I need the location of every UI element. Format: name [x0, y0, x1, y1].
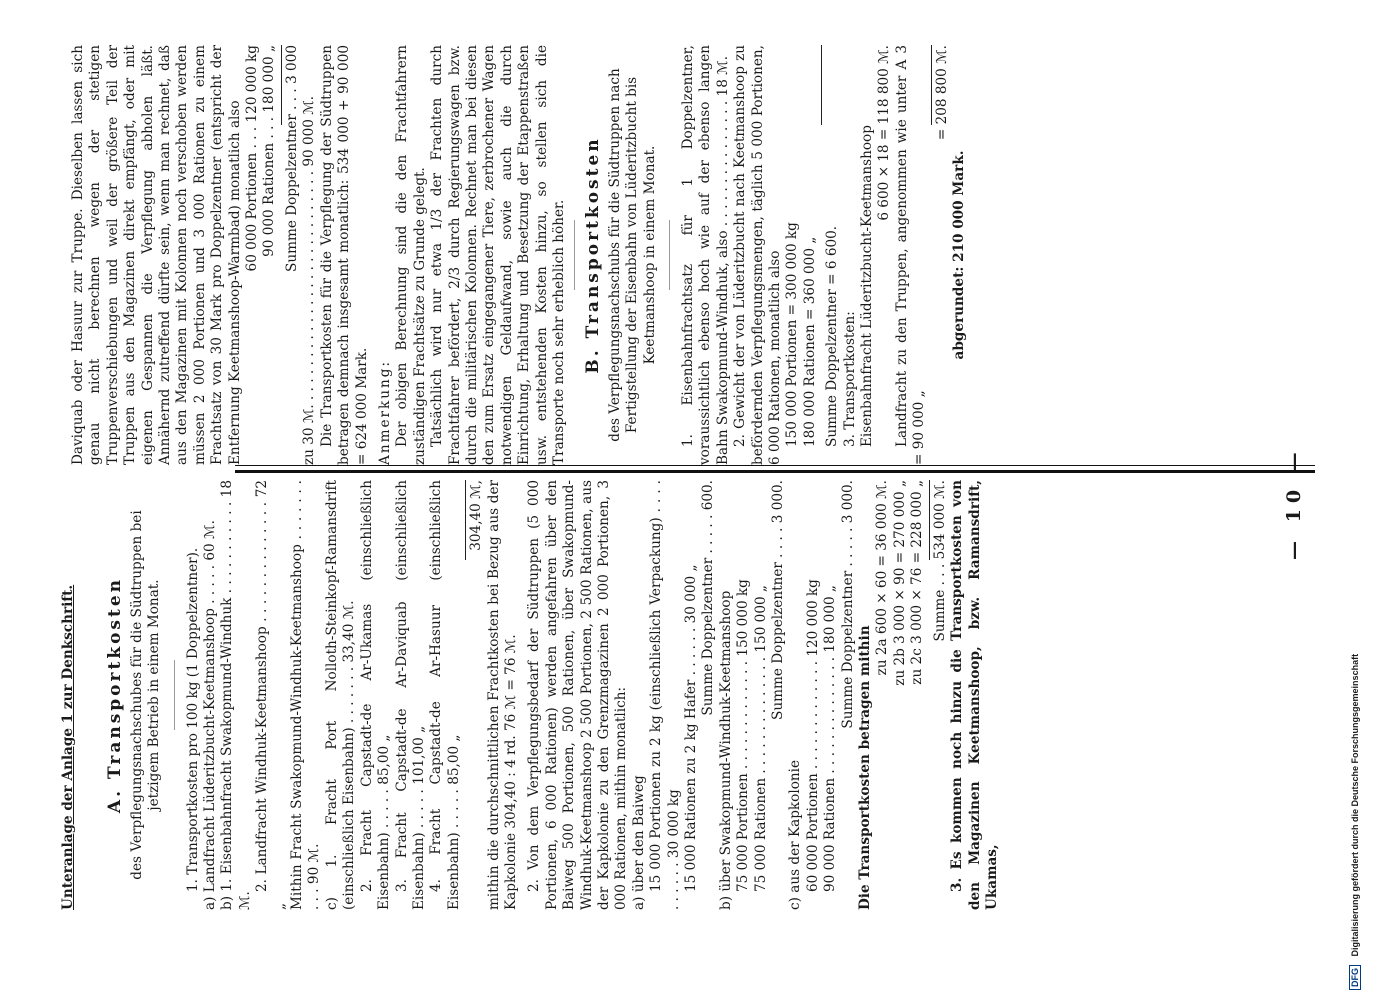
text-s5: Summe Doppelzentner = 6 600. — [824, 225, 841, 447]
text-s8: 6 600 × 18 = 118 800 ℳ. — [876, 45, 893, 221]
sum-rule-4 — [821, 45, 822, 125]
dfg-note: Digitalisierung gefördert durch die Deutsche Forschungsgemeinschaft — [1350, 653, 1360, 957]
text-d-head: Die Transportkosten betragen mithin — [857, 625, 874, 910]
text-anm: Anmerkung: — [376, 359, 393, 465]
section-b-subtitle: des Verpflegungsnachschubs für die Südtruppen nach Fertigstellung der Eisenbahn von Lüderitzbucht bis Keetmanshoop in einem Monat. — [606, 68, 658, 442]
text-s7: Eisenbahnfracht Lüderitzbucht-Keetmanshoop — [859, 125, 876, 447]
text-s3: 150 000 Portionen = 300 000 kg — [784, 222, 801, 447]
text-b2: 75 000 Rationen . . . . . . . . . . . . . . 150 000 „ — [752, 585, 769, 892]
sum-rule — [465, 480, 466, 560]
column-divider — [235, 465, 1315, 473]
header-text: Unteranlage der Anlage 1 zur Denkschrift. — [60, 584, 76, 910]
text-l10: 304,40 ℳ, — [468, 480, 485, 551]
text-p4: Tatsächlich wird nur etwa 1/3 der Frachten durch Frachtfahrer befördert, 2/3 durch Regierungswagen bzw. durch die militärischen Kolonnen. Rechnet man bei diesen den zum Ersatz eingegangener Tiere, zerbrochener Wagen notwendigen Geldaufwand, sowie auch die durch Einrichtung, Erhaltung und Besetzung der Etappenstraßen usw. entstehenden Kosten hinzu, so stellen sich die Transporte noch sehr erheblich höher. — [429, 45, 567, 465]
text-a-head: a) über den Baiweg — [630, 775, 647, 910]
header-line — [60, 480, 77, 910]
section-b-title: B. Transportkosten — [583, 136, 604, 374]
text-c2: 90 000 Rationen . . . . . . . . . . . . . . 180 000 „ — [822, 585, 839, 892]
text-r2: 90 000 Rationen . . . 180 000 „ — [261, 45, 278, 257]
text-s2: 2. Gewicht der von Lüderitzbucht nach Keetmanshoop zu befördernden Verpflegungsmengen, täglich 5 000 Portionen, 6 000 Rationen, monatlich also — [732, 45, 784, 465]
text-b-head: b) über Swakopmund-Windhuk-Keetmanshoop — [717, 590, 734, 910]
text-d1: zu 2a 600 × 60 = 36 000 ℳ. — [874, 480, 891, 676]
text-s4: 180 000 Rationen = 360 000 „ — [801, 236, 818, 447]
text-l9: 4. Fracht Capstadt-de Ar-Hasuur (einschließlich Eisenbahn) . . . . . 85,00 „ — [428, 480, 462, 910]
text-r1: 60 000 Portionen . . . 120 000 kg — [244, 45, 261, 272]
rule-2 — [574, 220, 575, 290]
text-s11: abgerundet: 210 000 Mark. — [951, 150, 968, 360]
text-s1: 1. Eisenbahnfrachtsatz für 1 Doppelzentner, voraussichtlich ebenso hoch wie auf der ebenso langen Bahn Swakopmund-Windhuk, also . . . . . . . . . . . . . . . 18 ℳ. — [680, 45, 731, 465]
text-c-head: c) aus der Kapkolonie — [787, 759, 804, 910]
text-p2: Die Transportkosten für die Verpflegung der Südtruppen betragen demnach insgesamt monatlich: 534 000 + 90 000 = 624 000 Mark. — [318, 45, 370, 465]
section-a-subtitle: des Verpflegungsnachschubes für die Südtruppen bei jetzigem Betrieb in einem Monat. — [128, 510, 163, 880]
text-p1: Daviquab oder Hasuur zur Truppe. Dieselben lassen sich genau nicht berechnen wegen der stetigen Truppenverschiebungen und weil der größere Teil der Truppen aus den Magazinen direkt empfängt, oder mit eigenen Gespannen die Verpflegung abholen läßt. Annähernd zutreffend dürfte sein, wenn man rechnet, daß aus den Magazinen mit Kolonnen noch verschoben werden müssen 2 000 Portionen und 3 000 Rationen zu einem Frachtsatz von 30 Mark pro Doppelzentner (entspricht der Entfernung Keetmanshoop-Warmbad) monatlich also — [70, 45, 243, 465]
text-a1: 15 000 Portionen zu 2 kg (einschließlich Verpackung) . . . . . . . . . . 30 000 kg — [648, 480, 682, 910]
text-l7: 2. Fracht Capstadt-de Ar-Ukamas (einschließlich Eisenbahn) . . . . . 85,00 „ — [358, 480, 393, 910]
text-p3: Der obigen Berechnung sind die den Frachtfahrern zuständigen Frachtsätze zu Grunde gelegt. — [394, 45, 428, 465]
text-b3: Summe Doppelzentner . . . . 3 000. — [770, 480, 787, 720]
text-l11: mithin die durchschnittlichen Frachtkosten bei Bezug aus der Kapkolonie 304,40 : 4 rd. 76 ℳ = 76 ℳ. — [485, 480, 519, 910]
rule-3 — [669, 220, 670, 290]
text-l12: 2. Von dem Verpflegungsbedarf der Südtruppen (5 000 Portionen, 6 000 Rationen) werden angefahren über den Baiweg 500 Portionen, 500 Rationen, über Swakopmund-Windhuk-Keetmanshoop 2 500 Portionen, 2 500 Rationen, aus der Kapkolonie zu den Grenzmagazinen 2 000 Portionen, 3 000 Rationen, mithin monatlich: — [526, 480, 630, 910]
text-a2: 15 000 Rationen zu 2 kg Hafer . . . . . . 30 000 „ — [683, 564, 699, 892]
text-d4: Summe . . . 534 000 ℳ. — [931, 480, 948, 642]
text-s10: = 208 800 ℳ. — [933, 45, 950, 141]
text-r4: zu 30 ℳ. . . . . . . . . . . . . . . . . . . . . . . . . . . . 90 000 ℳ. — [301, 95, 318, 465]
rule — [174, 660, 175, 730]
text-l6: c) 1. Fracht Port Nolloth-Steinkopf-Ramansdrift (einschließlich Eisenbahn) . . . . . . . 33,40 ℳ. — [323, 480, 358, 910]
dfg-footer — [1350, 654, 1360, 990]
page-number: — 10 — — [1283, 446, 1305, 560]
text-l1: 1. Transportkosten pro 100 kg (1 Doppelzentner). — [184, 547, 201, 892]
text-c1: 60 000 Portionen . . . . . . . . . . . . . 120 000 kg — [804, 579, 821, 892]
dfg-badge: DFG — [1349, 965, 1361, 990]
text-d2: zu 2b 3 000 × 90 = 270 000 „ — [891, 480, 908, 686]
sum-rule-3 — [281, 45, 282, 125]
text-s9: Landfracht zu den Truppen, angenommen wie unter A 3 = 90 000 „ — [893, 45, 928, 465]
section-a-title: A. Transportkosten — [105, 576, 126, 814]
text-l4: 2. Landfracht Windhuk-Keetmanshoop . . . . . . . . . . . . . . 72 „ — [254, 480, 288, 910]
text-d3: zu 2c 3 000 × 76 = 228 000 „ — [909, 480, 926, 685]
text-b1: 75 000 Portionen . . . . . . . . . . . . . 150 000 kg — [735, 579, 752, 892]
text-e: 3. Es kommen noch hinzu die Transportkosten von den Magazinen Keetmanshoop, bzw. Ramansdrift, Ukamas, — [949, 480, 1000, 910]
sum-rule-2 — [929, 480, 930, 560]
text-l2: a) Landfracht Lüderitzbucht-Keetmanshoop . . . . . 60 ℳ. — [202, 520, 219, 910]
text-l3: b) 1. Eisenbahnfracht Swakopmund-Windhuk . . . . . . . . . . . 18 ℳ. — [219, 480, 253, 910]
text-r3: Summe Doppelzentner . . . 3 000 — [283, 45, 300, 272]
text-l8: 3. Fracht Capstadt-de Ar-Daviquab (einschließlich Eisenbahn) . . . . . 101,00 „ — [393, 480, 427, 910]
text-c3: Summe Doppelzentner . . . . . 3 000. — [839, 480, 856, 729]
text-s6: 3. Transportkosten: — [841, 311, 858, 447]
right-column — [70, 45, 969, 465]
left-column — [60, 480, 1001, 910]
text-a3: Summe Doppelzentner . . . . . 600. — [700, 480, 717, 716]
text-l5: Mithin Fracht Swakopmund-Windhuk-Keetmanshoop . . . . . . . . . . 90 ℳ. — [289, 480, 323, 910]
sum-rule-5 — [931, 45, 932, 125]
